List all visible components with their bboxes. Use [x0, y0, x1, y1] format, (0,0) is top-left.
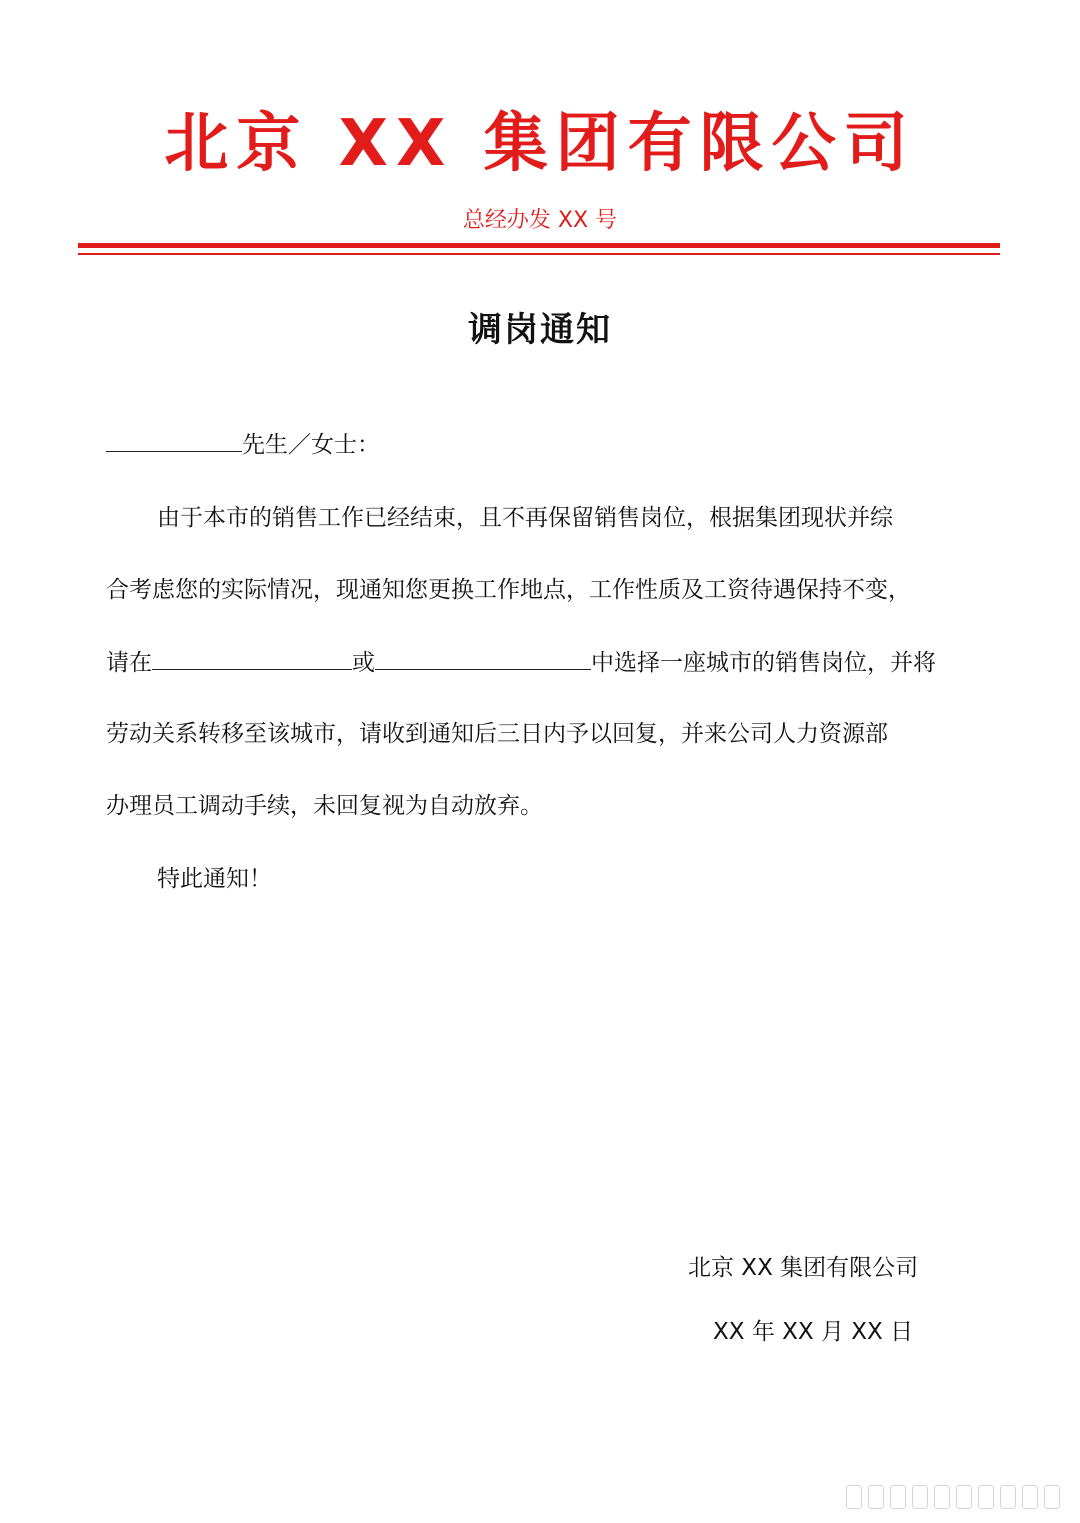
signature-date: XX 年 XX 月 XX 日 — [713, 1319, 914, 1345]
city-blank-1 — [152, 647, 352, 670]
body-line-3 — [106, 647, 936, 678]
body-line-3-middle: 或 — [352, 650, 375, 676]
letterhead-company-name: 北京 XX 集团有限公司 — [164, 107, 916, 181]
document-number: 总经办发 XX 号 — [462, 208, 618, 233]
greeting-text: 先生／女士： — [242, 432, 380, 458]
watermark-icon — [846, 1485, 1060, 1509]
letterhead-rule-thick — [78, 243, 1000, 248]
letterhead-rule-thin — [78, 253, 1000, 255]
body-line-4: 劳动关系转移至该城市，请收到通知后三日内予以回复，并来公司人力资源部 — [106, 721, 888, 747]
name-blank — [106, 429, 242, 452]
closing-line: 特此通知！ — [157, 866, 272, 892]
body-line-2: 合考虑您的实际情况，现通知您更换工作地点，工作性质及工资待遇保持不变， — [106, 577, 911, 603]
body-line-3-suffix: 中选择一座城市的销售岗位，并将 — [591, 650, 936, 676]
greeting-line — [106, 429, 380, 460]
notice-title: 调岗通知 — [468, 310, 612, 350]
body-line-3-prefix: 请在 — [106, 650, 152, 676]
signature-company: 北京 XX 集团有限公司 — [688, 1255, 919, 1281]
body-line-5: 办理员工调动手续，未回复视为自动放弃。 — [106, 793, 543, 819]
body-line-1: 由于本市的销售工作已经结束，且不再保留销售岗位，根据集团现状并综 — [157, 505, 893, 531]
city-blank-2 — [375, 647, 591, 670]
